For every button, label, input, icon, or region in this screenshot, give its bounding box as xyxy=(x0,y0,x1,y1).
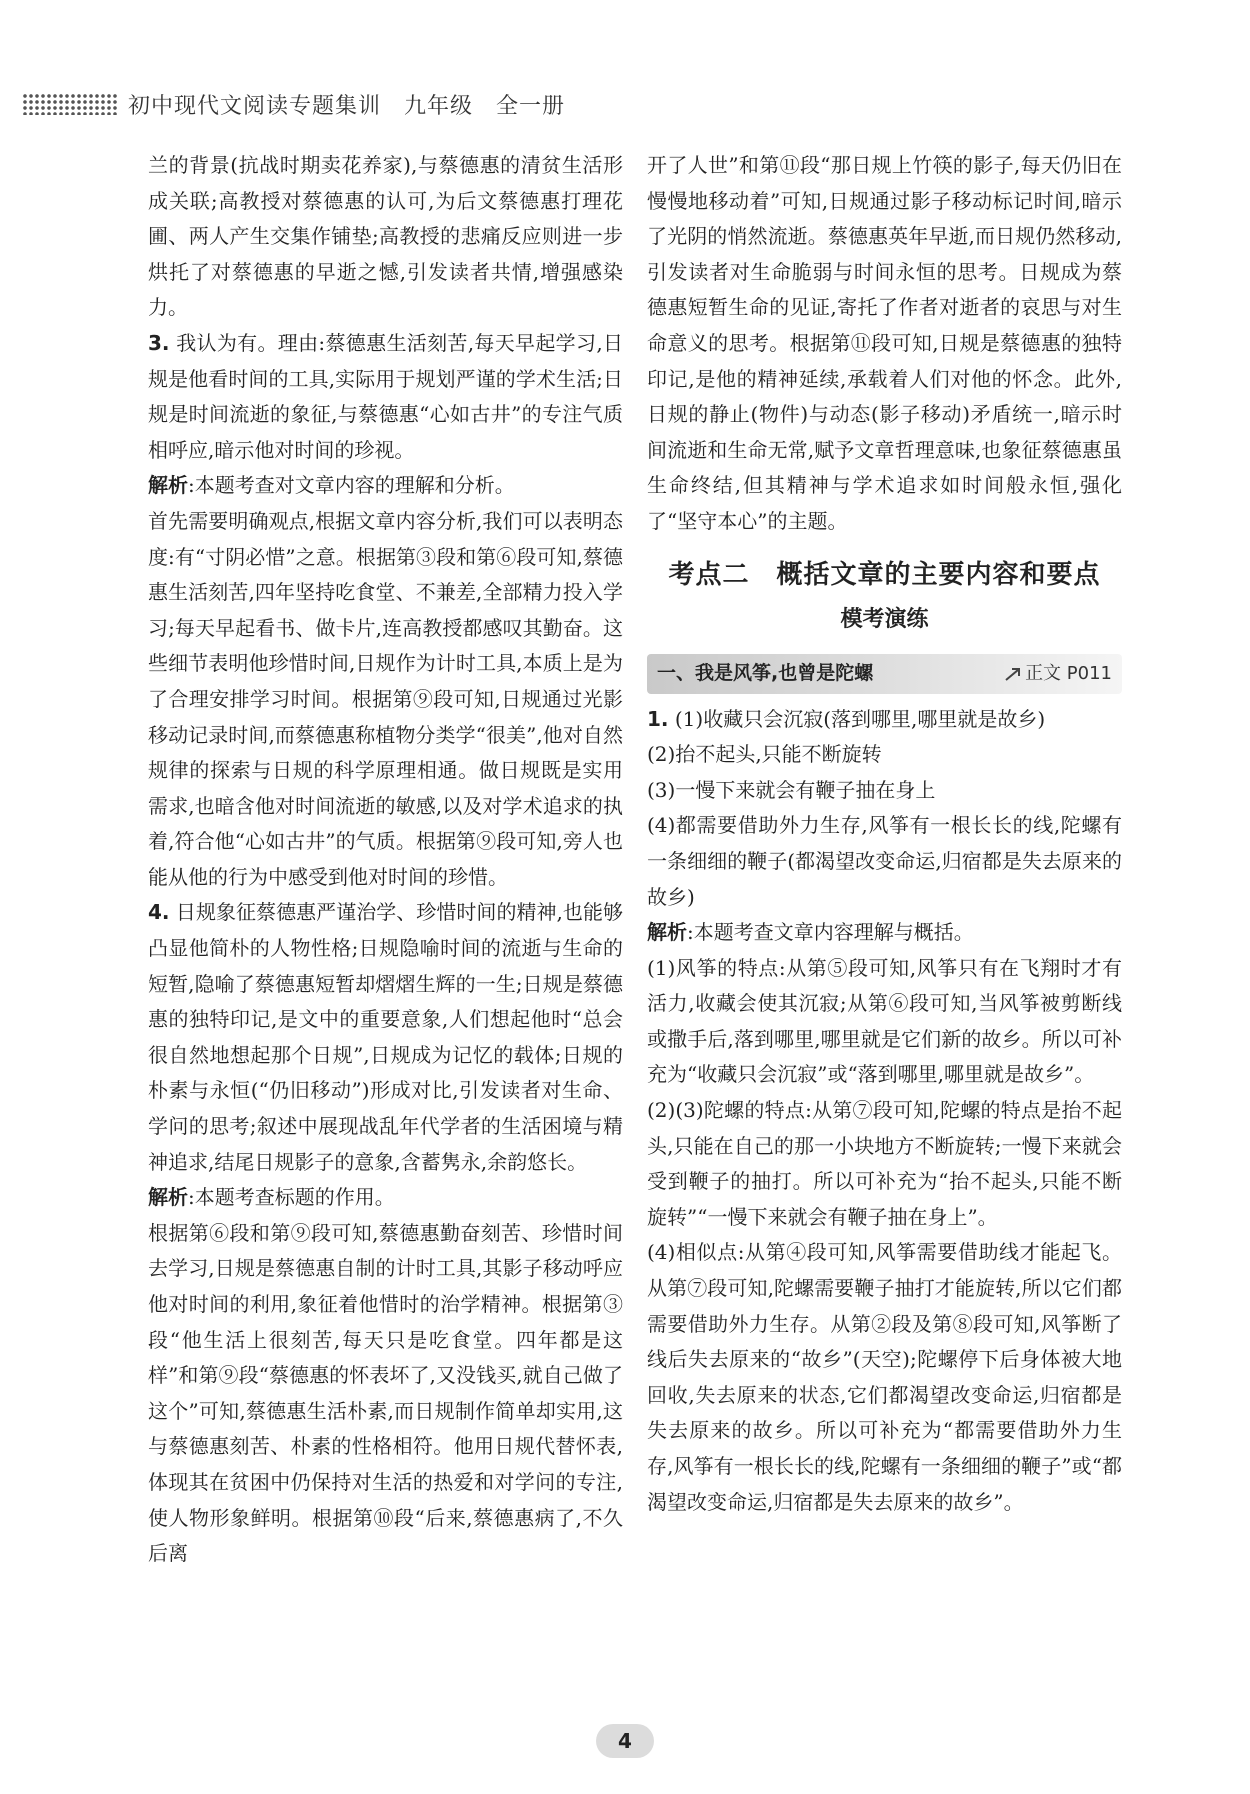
right-column xyxy=(647,148,1122,1520)
analysis-heading-text: :本题考查文章内容理解与概括。 xyxy=(687,920,974,945)
question-number: 4. xyxy=(148,900,170,925)
answer-1-part-3: (3)一慢下来就会有鞭子抽在身上 xyxy=(647,777,936,802)
answer-1-part-2: (2)抬不起头,只能不断旋转 xyxy=(647,742,882,767)
question-number: 1. xyxy=(647,706,669,731)
answer-2-continued: 兰的背景(抗战时期卖花养家),与蔡德惠的清贫生活形成关联;高教授对蔡德惠的认可,为后文蔡德惠打理花圃、两人产生交集作铺垫;高教授的悲痛反应则进一步烘托了对蔡德惠的早逝之憾,引发读者共情,增强感染力。 xyxy=(148,153,623,320)
answer-4 xyxy=(148,895,623,1180)
analysis-1-part-1: (1)风筝的特点:从第⑤段可知,风筝只有在飞翔时才有活力,收藏会使其沉寂;从第⑥段可知,当风筝被剪断线或撒手后,落到哪里,哪里就是它们新的故乡。所以可补充为“收藏只会沉寂”或“落到哪里,哪里就是故乡”。 xyxy=(647,955,1122,1087)
analysis-3-heading xyxy=(148,468,623,504)
passage-title-bar xyxy=(647,654,1122,694)
page-number: 4 xyxy=(596,1724,654,1758)
passage-title: 一、我是风筝,也曾是陀螺 xyxy=(657,661,874,684)
analysis-4-body: 根据第⑥段和第⑨段可知,蔡德惠勤奋刻苦、珍惜时间去学习,日规是蔡德惠自制的计时工具,其影子移动呼应他对时间的利用,象征着他惜时的治学精神。根据第③段“他生活上很刻苦,每天只是吃食堂。四年都是这样”和第⑨段“蔡德惠的怀表坏了,又没钱买,就自己做了这个”可知,蔡德惠生活朴素,而日规制作简单却实用,这与蔡德惠刻苦、朴素的性格相符。他用日规代替怀表,体现其在贫困中仍保持对生活的热爱和对学问的专注,使人物形象鲜明。根据第⑩段“后来,蔡德惠病了,不久后离 xyxy=(148,1220,623,1566)
page-reference xyxy=(1005,656,1112,692)
analysis-label: 解析 xyxy=(647,920,687,945)
answer-1-part-1 xyxy=(647,702,1122,738)
answer-text: 日规象征蔡德惠严谨治学、珍惜时间的精神,也能够凸显他简朴的人物性格;日规隐喻时间的流逝与生命的短暂,隐喻了蔡德惠短暂却熠熠生辉的一生;日规是蔡德惠的独特印记,是文中的重要意象,人们想起他时“总会很自然地想起那个日规”,日规成为记忆的载体;日规的朴素与永恒(“仍旧移动”)形成对比,引发读者对生命、学问的思考;叙述中展现战乱年代学者的生活困境与精神追求,结尾日规影子的意象,含蓄隽永,余韵悠长。 xyxy=(148,900,623,1174)
analysis-heading-text: :本题考查对文章内容的理解和分析。 xyxy=(188,473,515,498)
analysis-label: 解析 xyxy=(148,1185,188,1210)
running-header xyxy=(22,84,565,124)
analysis-heading-text: :本题考查标题的作用。 xyxy=(188,1185,395,1210)
section-title: 考点二 概括文章的主要内容和要点 xyxy=(668,559,1101,590)
analysis-1-part-2: (2)(3)陀螺的特点:从第⑦段可知,陀螺的特点是抬不起头,只能在自己的那一小块地方不断旋转;一慢下来就会受到鞭子的抽打。所以可补充为“抬不起头,只能不断旋转”“一慢下来就会有鞭子抽在身上”。 xyxy=(647,1098,1122,1229)
answer-3 xyxy=(148,326,623,468)
analysis-4-continued: 开了人世”和第⑪段“那日规上竹筷的影子,每天仍旧在慢慢地移动着”可知,日规通过影子移动标记时间,暗示了光阴的悄然流逝。蔡德惠英年早逝,而日规仍然移动,引发读者对生命脆弱与时间永恒的思考。日规成为蔡德惠短暂生命的见证,寄托了作者对逝者的哀思与对生命意义的思考。根据第⑪段可知,日规是蔡德惠的独特印记,是他的精神延续,承载着人们对他的怀念。此外,日规的静止(物件)与动态(影子移动)矛盾统一,暗示时间流逝和生命无常,赋予文章哲理意味,也象征蔡德惠虽生命终结,但其精神与学术追求如时间般永恒,强化了“坚守本心”的主题。 xyxy=(647,153,1122,533)
left-column xyxy=(148,148,623,1572)
book-title: 初中现代文阅读专题集训 九年级 全一册 xyxy=(128,93,566,119)
analysis-1-heading xyxy=(647,915,1122,951)
answer-text: 我认为有。理由:蔡德惠生活刻苦,每天早起学习,日规是他看时间的工具,实际用于规划严谨的学术生活;日规是时间流逝的象征,与蔡德惠“心如古井”的专注气质相呼应,暗示他对时间的珍视。 xyxy=(148,330,623,462)
analysis-4-heading xyxy=(148,1180,623,1216)
answer-text: (1)收藏只会沉寂(落到哪里,哪里就是故乡) xyxy=(668,706,1046,731)
section-subtitle: 模考演练 xyxy=(840,606,929,632)
page-reference-text: 正文 P011 xyxy=(1025,662,1112,684)
analysis-label: 解析 xyxy=(148,473,188,498)
analysis-1-part-3: (4)相似点:从第④段可知,风筝需要借助线才能起飞。从第⑦段可知,陀螺需要鞭子抽打才能旋转,所以它们都需要借助外力生存。从第②段及第⑧段可知,风筝断了线后失去原来的“故乡”(天空);陀螺停下后身体被大地回收,失去原来的状态,它们都渴望改变命运,归宿都是失去原来的故乡。所以可补充为“都需要借助外力生存,风筝有一根长长的线,陀螺有一条细细的鞭子”或“都渴望改变命运,归宿都是失去原来的故乡”。 xyxy=(647,1240,1122,1514)
answer-1-part-4: (4)都需要借助外力生存,风筝有一根长长的线,陀螺有一条细细的鞭子(都渴望改变命运,归宿都是失去原来的故乡) xyxy=(647,813,1122,909)
analysis-3-body: 首先需要明确观点,根据文章内容分析,我们可以表明态度:有“寸阴必惜”之意。根据第③段和第⑥段可知,蔡德惠生活刻苦,四年坚持吃食堂、不兼差,全部精力投入学习;每天早起看书、做卡片,连高教授都感叹其勤奋。这些细节表明他珍惜时间,日规作为计时工具,本质上是为了合理安排学习时间。根据第⑨段可知,日规通过光影移动记录时间,而蔡德惠称植物分类学“很美”,他对自然规律的探索与日规的科学原理相通。做日规既是实用需求,也暗含他对时间流逝的敏感,以及对学术追求的执着,符合他“心如古井”的气质。根据第⑨段可知,旁人也能从他的行为中感受到他对时间的珍惜。 xyxy=(148,508,623,889)
question-number: 3. xyxy=(148,330,170,355)
arrow-icon xyxy=(1005,667,1021,681)
header-dot-pattern xyxy=(22,93,118,115)
